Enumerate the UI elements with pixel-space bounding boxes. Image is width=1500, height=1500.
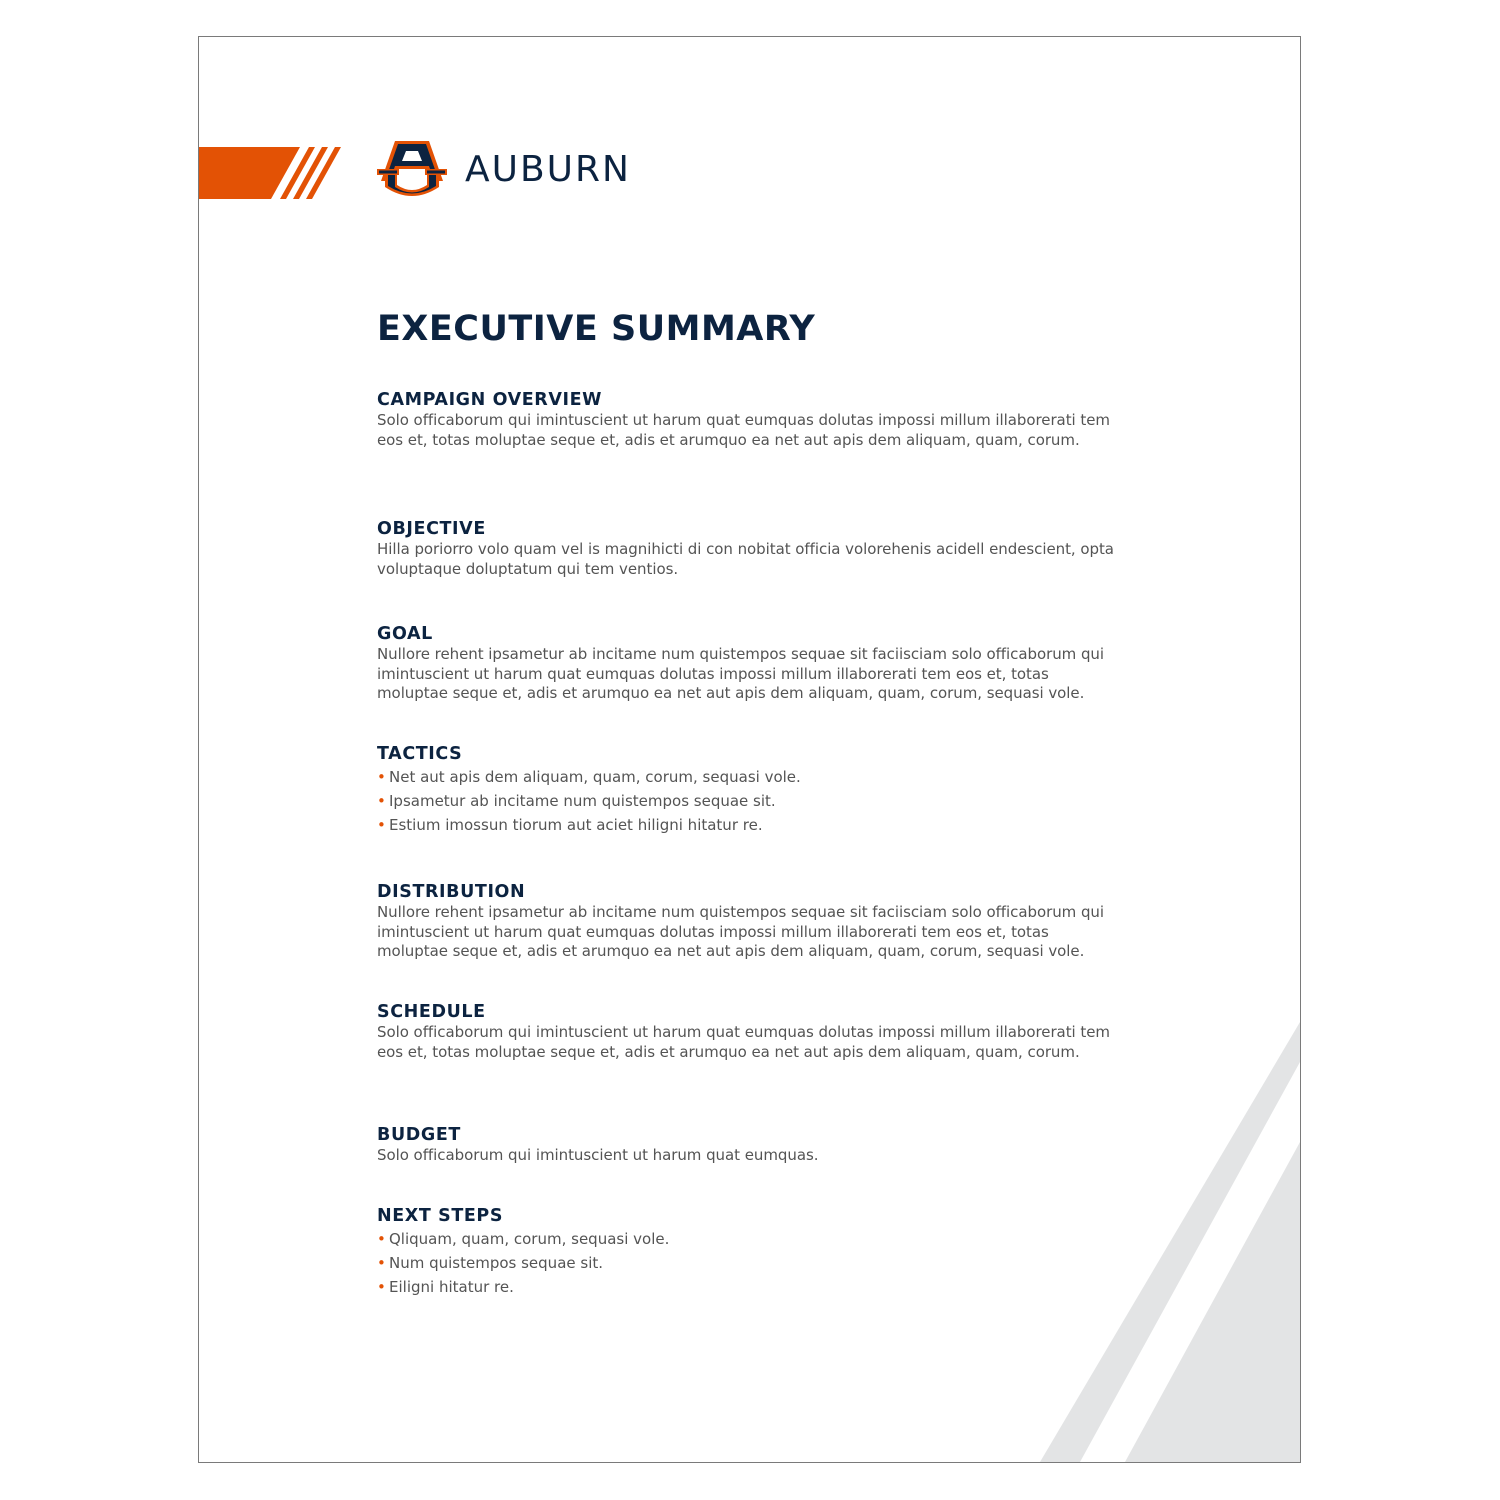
section-body: Nullore rehent ipsametur ab incitame num quistempos sequae sit faciisciam solo officaborum qui imintuscient ut harum quat eumquas dolutas impossi millum illaborerati tem eos et, totas moluptae seque et, adis et arumquo ea net aut apis dem aliquam, quam, corum, sequasi vole.: [377, 645, 1104, 703]
list-item: • Estium imossun tiorum aut aciet hiligni hitatur re.: [377, 813, 1117, 837]
bullet-icon: •: [377, 1254, 386, 1272]
section-schedule: [377, 1001, 1117, 1062]
section-campaign-overview: [377, 389, 1117, 450]
section-goal: [377, 623, 1117, 704]
section-next-steps: [377, 1205, 1117, 1299]
bullet-icon: •: [377, 816, 386, 834]
list-item: • Eiligni hitatur re.: [377, 1275, 1117, 1299]
bullet-icon: •: [377, 1278, 386, 1296]
section-heading: DISTRIBUTION: [377, 882, 526, 902]
section-body: Solo officaborum qui imintuscient ut harum quat eumquas dolutas impossi millum illaborerati tem eos et, totas moluptae seque et, adis et arumquo ea net aut apis dem aliquam, quam, corum.: [377, 1023, 1110, 1061]
section-objective: [377, 518, 1117, 579]
brand-wordmark: AUBURN: [465, 149, 631, 190]
section-tactics: [377, 743, 1117, 837]
section-body: Solo officaborum qui imintuscient ut harum quat eumquas.: [377, 1146, 819, 1164]
section-heading: OBJECTIVE: [377, 519, 486, 539]
section-heading: SCHEDULE: [377, 1002, 486, 1022]
list-item: • Net aut apis dem aliquam, quam, corum, sequasi vole.: [377, 765, 1117, 789]
au-monogram-icon: [377, 139, 447, 201]
page-title: EXECUTIVE SUMMARY: [377, 309, 816, 349]
bullet-icon: •: [377, 768, 386, 786]
section-heading: TACTICS: [377, 744, 463, 764]
next-steps-list: [377, 1227, 1117, 1299]
bullet-icon: •: [377, 1230, 386, 1248]
section-heading: GOAL: [377, 624, 433, 644]
orange-accent-bar: [199, 147, 349, 199]
document-page: [198, 36, 1301, 1463]
tactics-list: [377, 765, 1117, 837]
list-item: • Ipsametur ab incitame num quistempos sequae sit.: [377, 789, 1117, 813]
auburn-logo: [377, 138, 631, 202]
bullet-icon: •: [377, 792, 386, 810]
list-item: • Qliquam, quam, corum, sequasi vole.: [377, 1227, 1117, 1251]
section-body: Nullore rehent ipsametur ab incitame num quistempos sequae sit faciisciam solo officaborum qui imintuscient ut harum quat eumquas dolutas impossi millum illaborerati tem eos et, totas moluptae seque et, adis et arumquo ea net aut apis dem aliquam, quam, corum, sequasi vole.: [377, 903, 1104, 961]
section-heading: CAMPAIGN OVERVIEW: [377, 390, 603, 410]
section-budget: [377, 1124, 1117, 1166]
section-body: Solo officaborum qui imintuscient ut harum quat eumquas dolutas impossi millum illaborerati tem eos et, totas moluptae seque et, adis et arumquo ea net aut apis dem aliquam, quam, corum.: [377, 411, 1110, 449]
list-item: • Num quistempos sequae sit.: [377, 1251, 1117, 1275]
section-distribution: [377, 881, 1117, 962]
section-heading: NEXT STEPS: [377, 1206, 504, 1226]
section-body: Hilla poriorro volo quam vel is magnihicti di con nobitat officia volorehenis acidell endescient, opta voluptaque doluptatum qui tem ventios.: [377, 540, 1114, 578]
section-heading: BUDGET: [377, 1125, 461, 1145]
